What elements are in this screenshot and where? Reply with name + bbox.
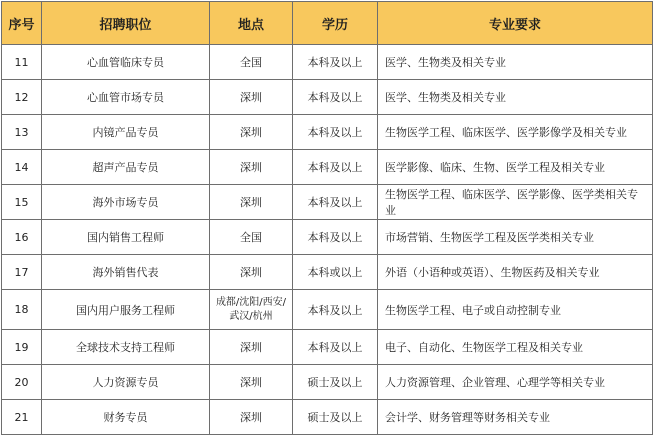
cell-location: 深圳 [210,80,293,115]
cell-requirement: 医学、生物类及相关专业 [378,80,653,115]
table-header-row [2,2,653,45]
cell-requirement: 市场营销、生物医学工程及医学类相关专业 [378,220,653,255]
cell-position: 内镜产品专员 [42,115,210,150]
cell-position: 心血管市场专员 [42,80,210,115]
table-row [2,80,653,115]
cell-education: 本科及以上 [293,185,378,220]
cell-location: 全国 [210,220,293,255]
cell-requirement: 电子、自动化、生物医学工程及相关专业 [378,330,653,365]
cell-education: 本科及以上 [293,150,378,185]
cell-no: 13 [2,115,42,150]
cell-position: 国内销售工程师 [42,220,210,255]
cell-education: 硕士及以上 [293,400,378,435]
cell-position: 人力资源专员 [42,365,210,400]
cell-education: 本科及以上 [293,45,378,80]
cell-position: 海外市场专员 [42,185,210,220]
header-location: 地点 [210,2,293,45]
cell-no: 17 [2,255,42,290]
location-line: 武汉/杭州 [229,310,273,322]
header-requirement: 专业要求 [378,2,653,45]
cell-location: 深圳 [210,185,293,220]
header-education: 学历 [293,2,378,45]
cell-education: 硕士及以上 [293,365,378,400]
cell-no: 21 [2,400,42,435]
table-row [2,400,653,435]
table-row [2,185,653,220]
cell-location: 深圳 [210,330,293,365]
table-row [2,330,653,365]
cell-position: 心血管临床专员 [42,45,210,80]
cell-position: 超声产品专员 [42,150,210,185]
table-row [2,220,653,255]
cell-education: 本科及以上 [293,80,378,115]
cell-no: 15 [2,185,42,220]
cell-no: 20 [2,365,42,400]
cell-requirement: 生物医学工程、临床医学、医学影像、医学类相关专业 [378,185,653,220]
cell-education: 本科及以上 [293,330,378,365]
cell-no: 18 [2,290,42,330]
cell-position: 全球技术支持工程师 [42,330,210,365]
recruitment-table [1,1,653,435]
cell-no: 16 [2,220,42,255]
cell-no: 19 [2,330,42,365]
cell-requirement: 医学、生物类及相关专业 [378,45,653,80]
cell-education: 本科及以上 [293,290,378,330]
cell-requirement: 会计学、财务管理等财务相关专业 [378,400,653,435]
cell-requirement: 生物医学工程、电子或自动控制专业 [378,290,653,330]
table-row [2,150,653,185]
cell-requirement: 医学影像、临床、生物、医学工程及相关专业 [378,150,653,185]
header-no: 序号 [2,2,42,45]
table-row [2,115,653,150]
cell-position: 国内用户服务工程师 [42,290,210,330]
cell-location: 深圳 [210,255,293,290]
cell-no: 12 [2,80,42,115]
table-row [2,45,653,80]
cell-requirement: 生物医学工程、临床医学、医学影像学及相关专业 [378,115,653,150]
cell-education: 本科及以上 [293,220,378,255]
location-line: 成都/沈阳/西安/ [215,296,287,308]
cell-education: 本科或以上 [293,255,378,290]
cell-no: 11 [2,45,42,80]
cell-requirement: 外语（小语种或英语）、生物医药及相关专业 [378,255,653,290]
cell-location: 深圳 [210,115,293,150]
cell-education: 本科及以上 [293,115,378,150]
cell-position: 财务专员 [42,400,210,435]
cell-location: 深圳 [210,365,293,400]
table-row [2,365,653,400]
cell-location: 全国 [210,45,293,80]
cell-location [210,290,293,330]
table-row [2,255,653,290]
table-row [2,290,653,330]
cell-position: 海外销售代表 [42,255,210,290]
cell-location: 深圳 [210,400,293,435]
header-position: 招聘职位 [42,2,210,45]
cell-location: 深圳 [210,150,293,185]
cell-no: 14 [2,150,42,185]
cell-requirement: 人力资源管理、企业管理、心理学等相关专业 [378,365,653,400]
